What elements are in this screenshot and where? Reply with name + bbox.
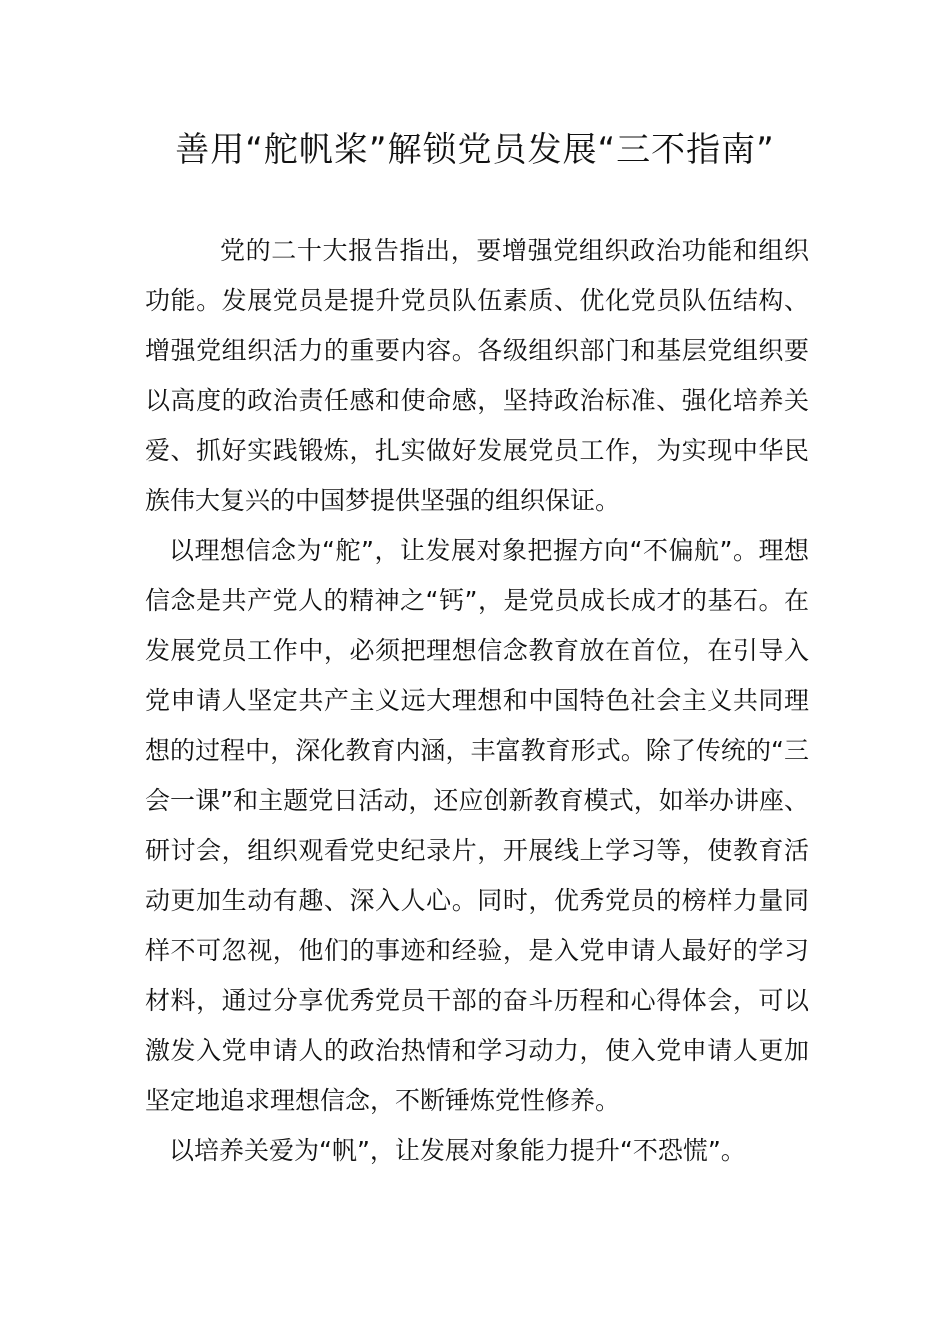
paragraph-rudder: 以理想信念为“舵”，让发展对象把握方向“不偏航”。理想信念是共产党人的精神之“钙”，是党员成长成才的基石。在发展党员工作中，必须把理想信念教育放在首位，在引导入党申请人坚定共产主义远大理想和中国特色社会主义共同理想的过程中，深化教育内涵，丰富教育形式。除了传统的“三会一课”和主题党日活动，还应创新教育模式，如举办讲座、研讨会，组织观看党史纪录片，开展线上学习等，使教育活动更加生动有趣、深入人心。同时，优秀党员的榜样力量同样不可忽视，他们的事迹和经验，是入党申请人最好的学习材料，通过分享优秀党员干部的奋斗历程和心得体会，可以激发入党申请人的政治热情和学习动力，使入党申请人更加坚定地追求理想信念，不断锤炼党性修养。 xyxy=(145,536,809,1115)
document-title: 善用“舵帆桨”解锁党员发展“三不指南” xyxy=(175,130,775,170)
document-body xyxy=(145,226,809,1176)
paragraph-intro: 党的二十大报告指出，要增强党组织政治功能和组织功能。发展党员是提升党员队伍素质、优化党员队伍结构、增强党组织活力的重要内容。各级组织部门和基层党组织要以高度的政治责任感和使命感，坚持政治标准、强化培养关爱、抓好实践锻炼，扎实做好发展党员工作，为实现中华民族伟大复兴的中国梦提供坚强的组织保证。 xyxy=(145,236,809,515)
paragraph-sail: 以培养关爱为“帆”，让发展对象能力提升“不恐慌”。 xyxy=(169,1136,746,1165)
